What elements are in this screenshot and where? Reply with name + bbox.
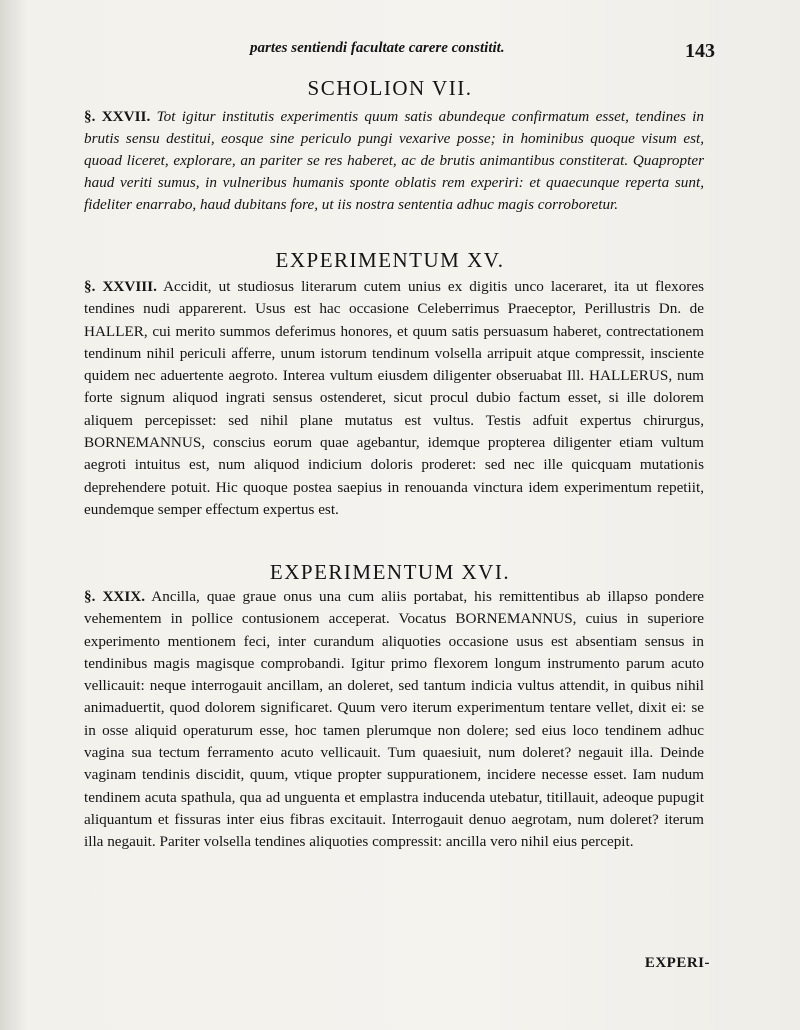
running-head: partes sentiendi facultate carere constitit. (250, 40, 505, 56)
scholion-title: SCHOLION VII. (307, 76, 473, 100)
section-number: §. XXVII. (84, 108, 151, 125)
section-number: §. XXVIII. (84, 278, 157, 295)
experiment-xv-title: EXPERIMENTUM XV. (275, 248, 505, 272)
scholion-paragraph (84, 106, 704, 216)
section-number: §. XXIX. (84, 588, 146, 605)
paragraph-text: Accidit, ut studiosus literarum cutem unius ex digitis unco laceraret, ita ut flexores tendines nudi apparerent. Usus est hac occasione Celeberrimus Praeceptor, Perillustris Dn. de HALLER, cui merito summos deferimus honores, et quum satis persuasum haberet, contrectationem tendinum nihil periculi afferre, unum istorum tendinum volsella arripuit atque compressit, insciente quidem nec aduertente aegroto. Interea vultum eiusdem diligenter obseruabat Ill. HALLERUS, num forte signum aliquod ingrati sensus ostenderet, sicut procul dubio factum esset, si ille dolorem aliquem percepisset: sed nihil plane mutatus est vultus. Testis adfuit expertus chirurgus, BORNEMANNUS, conscius eorum quae agebantur, idemque propterea diligenter etiam vultum aegroti intuitus est, num aliquod indicium doloris proderet: sed nec ille quicquam mutationis deprehendere potuit. Hic quoque postea saepius in renouanda vinctura idem experimentum repetiit, eundemque semper effectum expertus est. (84, 278, 704, 518)
bleed-through-text (84, 890, 704, 960)
experiment-xvi-title: EXPERIMENTUM XVI. (269, 560, 511, 584)
catchword: EXPERI- (644, 955, 710, 971)
experiment-xv-paragraph (84, 276, 704, 521)
page-number: 143 (685, 40, 715, 62)
paragraph-text: Tot igitur institutis experimentis quum satis abundeque confirmatum esset, tendines in brutis sensu destitui, eosque sine periculo pungi vexarive posse; in hominibus quoque visum est, quoad liceret, explorare, an pariter se res haberet, ac de brutis animantibus constiterat. Quapropter haud veriti sumus, in vulneribus humanis sponte oblatis rem experiri: et quaecunque reperta sunt, fideliter enarrabo, haud dubitans fore, ut iis nostra sententia adhuc magis corroboretur. (84, 108, 704, 213)
paragraph-text: Ancilla, quae graue onus una cum aliis portabat, his remittentibus ab illapso pondere vehementem in pollice contusionem acceperat. Vocatus BORNEMANNUS, cuius in superiore experimento mentionem feci, inter curandum aliquoties occasione usus est absentiam sensus in tendinibus magis magisque comprobandi. Igitur primo flexorem longum instrumento parum acuto vellicauit: neque interrogauit ancillam, an doleret, sed tantum indicia vultus attendit, in quibus nihil animaduertit, quod dolorem significaret. Quum vero iterum experimentum tentare vellet, dixit ei: se in osse aliquid operaturum esse, hoc tamen plerumque non dolere; sed eius loco tendinem adhuc vagina sua tectum ferramento acuto vellicauit. Tum quaesiuit, num doleret? negauit illa. Deinde vaginam tendinis discidit, quum, vtique propter suppurationem, incidere necesse esset. Iam nudum tendinem acuta spathula, qua ad unguenta et emplastra inducenda utebatur, titillauit, adeoque pupugit aliquantum et fissuras inter eius fibras excitauit. Interrogauit denuo aegrotam, num doleret? iterum illa negauit. Pariter volsella tendines aliquoties compressit: ancilla vero nihil eius percepit. (84, 588, 704, 851)
experiment-xvi-paragraph (84, 586, 704, 854)
